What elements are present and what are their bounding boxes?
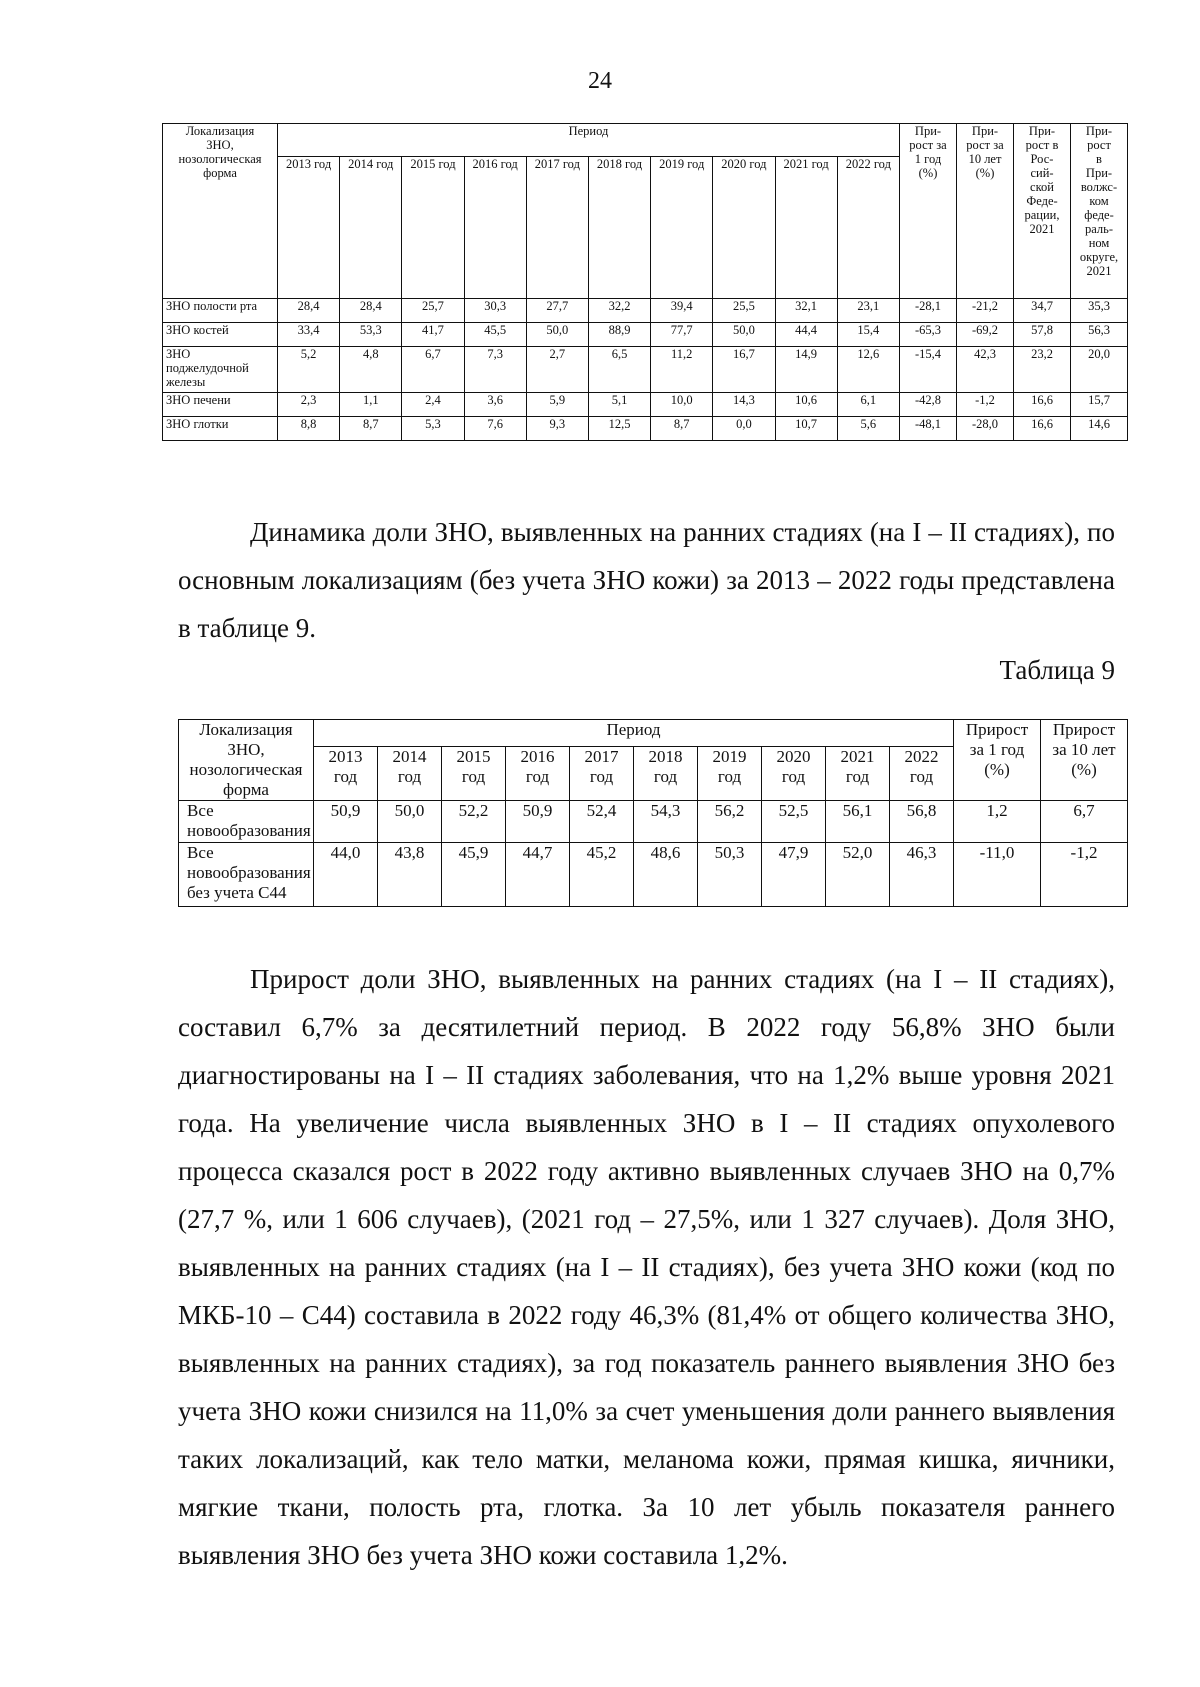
header-year: 2016 год (464, 157, 526, 299)
table-row (163, 417, 1128, 441)
header-year: 2021 год (775, 157, 837, 299)
header-year: 2022 год (837, 157, 899, 299)
table-cell: 57,8 (1014, 323, 1071, 347)
header-growth-1y: При- рост за 1 год (%) (900, 124, 957, 299)
table-cell: 8,7 (651, 417, 713, 441)
table-cell: 50,9 (314, 801, 378, 843)
table-cell: 44,7 (506, 843, 570, 907)
table-cell: 0,0 (713, 417, 775, 441)
table-row (163, 393, 1128, 417)
table-cell: -15,4 (900, 347, 957, 393)
table-cell: 3,6 (464, 393, 526, 417)
table-row (163, 299, 1128, 323)
header-year: 2020 год (762, 747, 826, 801)
table-cell: 5,1 (588, 393, 650, 417)
table-cell: 52,0 (826, 843, 890, 907)
table-cell: 16,7 (713, 347, 775, 393)
table-cell: 10,7 (775, 417, 837, 441)
table-cell: 1,1 (340, 393, 402, 417)
table-cell: 2,7 (526, 347, 588, 393)
table-cell: 15,4 (837, 323, 899, 347)
header-year: 2017 год (526, 157, 588, 299)
page-number: 24 (588, 68, 612, 94)
header-localization: Локализация ЗНО, нозологическая форма (163, 124, 278, 299)
table-cell: 56,8 (890, 801, 954, 843)
header-period: Период (314, 720, 954, 747)
table-cell: 14,6 (1071, 417, 1128, 441)
table-cell: 8,7 (340, 417, 402, 441)
table-cell: 50,9 (506, 801, 570, 843)
table-cell: -69,2 (957, 323, 1014, 347)
header-growth-10y: Прирост за 10 лет (%) (1041, 720, 1128, 801)
table-cell: -21,2 (957, 299, 1014, 323)
table-cell: 27,7 (526, 299, 588, 323)
table-cell: 12,5 (588, 417, 650, 441)
table-cell: -28,0 (957, 417, 1014, 441)
header-year: 2015 год (442, 747, 506, 801)
table-cell: 44,0 (314, 843, 378, 907)
table-cell: 46,3 (890, 843, 954, 907)
table-cell: -28,1 (900, 299, 957, 323)
header-year: 2018 год (634, 747, 698, 801)
row-label: ЗНО полости рта (163, 299, 278, 323)
table-cell: -65,3 (900, 323, 957, 347)
header-year: 2020 год (713, 157, 775, 299)
table-9-caption: Таблица 9 (999, 655, 1115, 685)
header-year: 2016 год (506, 747, 570, 801)
table-cell: 52,2 (442, 801, 506, 843)
table-cell: 34,7 (1014, 299, 1071, 323)
table-cell: 32,2 (588, 299, 650, 323)
row-label: ЗНО глотки (163, 417, 278, 441)
header-localization: Локализация ЗНО, нозологическая форма (179, 720, 314, 801)
header-year: 2017 год (570, 747, 634, 801)
table-cell: 35,3 (1071, 299, 1128, 323)
table-cell: 33,4 (278, 323, 340, 347)
table-cell: 6,5 (588, 347, 650, 393)
table-cell: 4,8 (340, 347, 402, 393)
header-growth-1y: Прирост за 1 год (%) (954, 720, 1041, 801)
header-year: 2015 год (402, 157, 464, 299)
table-cell: 10,0 (651, 393, 713, 417)
table-cell: 77,7 (651, 323, 713, 347)
table-cell: 5,3 (402, 417, 464, 441)
header-period: Период (278, 124, 900, 157)
table-cell: 11,2 (651, 347, 713, 393)
table-cell: 56,2 (698, 801, 762, 843)
header-year: 2018 год (588, 157, 650, 299)
header-year: 2013 год (314, 747, 378, 801)
row-label: Все новообразования (179, 801, 314, 843)
table-cell: 1,2 (954, 801, 1041, 843)
table-cell: 53,3 (340, 323, 402, 347)
table-cell: 25,7 (402, 299, 464, 323)
table-cell: 12,6 (837, 347, 899, 393)
table-cell: 15,7 (1071, 393, 1128, 417)
table-cell: 50,0 (378, 801, 442, 843)
header-growth-10y: При- рост за 10 лет (%) (957, 124, 1014, 299)
table-cell: 30,3 (464, 299, 526, 323)
table-cell: 45,5 (464, 323, 526, 347)
row-label: ЗНО печени (163, 393, 278, 417)
row-label: ЗНО поджелудочной железы (163, 347, 278, 393)
table-cell: 28,4 (278, 299, 340, 323)
paragraph-intro-table9: Динамика доли ЗНО, выявленных на ранних стадиях (на I – II стадиях), по основным локализациям (без учета ЗНО кожи) за 2013 – 2022 годы представлена в таблице 9. (178, 517, 1115, 643)
table-cell: 45,9 (442, 843, 506, 907)
table-localizations-growth (162, 123, 1128, 441)
table-cell: 54,3 (634, 801, 698, 843)
table-cell: 5,2 (278, 347, 340, 393)
table-cell: 50,0 (526, 323, 588, 347)
row-label: Все новообразования без учета С44 (179, 843, 314, 907)
table-9-early-detection (178, 719, 1128, 907)
table-row (163, 323, 1128, 347)
header-year: 2019 год (651, 157, 713, 299)
header-year: 2021 год (826, 747, 890, 801)
table-cell: 16,6 (1014, 393, 1071, 417)
table-cell: 52,5 (762, 801, 826, 843)
table-cell: 20,0 (1071, 347, 1128, 393)
header-year: 2022 год (890, 747, 954, 801)
table-cell: 44,4 (775, 323, 837, 347)
table-cell: 5,9 (526, 393, 588, 417)
table-cell: -42,8 (900, 393, 957, 417)
header-year: 2014 год (340, 157, 402, 299)
table-cell: 5,6 (837, 417, 899, 441)
table-cell: -11,0 (954, 843, 1041, 907)
table-cell: 14,3 (713, 393, 775, 417)
header-year: 2014 год (378, 747, 442, 801)
paragraph-analysis: Прирост доли ЗНО, выявленных на ранних стадиях (на I – II стадиях), составил 6,7% за десятилетний период. В 2022 году 56,8% ЗНО были диагностированы на I – II стадиях заболевания, что на 1,2% выше уровня 2021 года. На увеличение числа выявленных ЗНО в I – II стадиях опухолевого процесса сказался рост в 2022 году активно выявленных случаев ЗНО на 0,7% (27,7 %, или 1 606 случаев), (2021 год – 27,5%, или 1 327 случаев). Доля ЗНО, выявленных на ранних стадиях (на I – II стадиях), без учета ЗНО кожи (код по МКБ-10 – С44) составила в 2022 году 46,3% (81,4% от общего количества ЗНО, выявленных на ранних стадиях), за год показатель раннего выявления ЗНО без учета ЗНО кожи снизился на 11,0% за счет уменьшения доли раннего выявления таких локализаций, как тело матки, меланома кожи, прямая кишка, яичники, мягкие ткани, полость рта, глотка. За 10 лет убыль показателя раннего выявления ЗНО без учета ЗНО кожи составила 1,2%. (178, 964, 1115, 1570)
table-cell: 16,6 (1014, 417, 1071, 441)
table-cell: 25,5 (713, 299, 775, 323)
table-cell: 43,8 (378, 843, 442, 907)
table-cell: 47,9 (762, 843, 826, 907)
table-cell: -1,2 (957, 393, 1014, 417)
table-cell: -1,2 (1041, 843, 1128, 907)
table-cell: 45,2 (570, 843, 634, 907)
table-cell: 23,2 (1014, 347, 1071, 393)
header-growth-pfo: При- рост в При- волжс- ком феде- раль- ном округе, 2021 (1071, 124, 1128, 299)
table-cell: 23,1 (837, 299, 899, 323)
table-cell: 7,3 (464, 347, 526, 393)
table-cell: 41,7 (402, 323, 464, 347)
table-row (163, 347, 1128, 393)
table-cell: 50,3 (698, 843, 762, 907)
table-cell: 48,6 (634, 843, 698, 907)
table-cell: 2,4 (402, 393, 464, 417)
table-cell: 10,6 (775, 393, 837, 417)
table-cell: 2,3 (278, 393, 340, 417)
table-cell: 52,4 (570, 801, 634, 843)
header-year: 2013 год (278, 157, 340, 299)
table-cell: 7,6 (464, 417, 526, 441)
header-growth-rf: При- рост в Рос- сий- ской Феде- рации, 2021 (1014, 124, 1071, 299)
row-label: ЗНО костей (163, 323, 278, 347)
table-cell: 6,7 (1041, 801, 1128, 843)
table-cell: 88,9 (588, 323, 650, 347)
table-row (179, 801, 1128, 843)
table-cell: 42,3 (957, 347, 1014, 393)
table-cell: 28,4 (340, 299, 402, 323)
table-cell: 6,7 (402, 347, 464, 393)
header-year: 2019 год (698, 747, 762, 801)
table-cell: -48,1 (900, 417, 957, 441)
table-cell: 32,1 (775, 299, 837, 323)
table-cell: 56,1 (826, 801, 890, 843)
table-cell: 14,9 (775, 347, 837, 393)
table-cell: 8,8 (278, 417, 340, 441)
table-cell: 50,0 (713, 323, 775, 347)
table-cell: 56,3 (1071, 323, 1128, 347)
table-cell: 39,4 (651, 299, 713, 323)
table-row (179, 843, 1128, 907)
table-cell: 9,3 (526, 417, 588, 441)
table-cell: 6,1 (837, 393, 899, 417)
